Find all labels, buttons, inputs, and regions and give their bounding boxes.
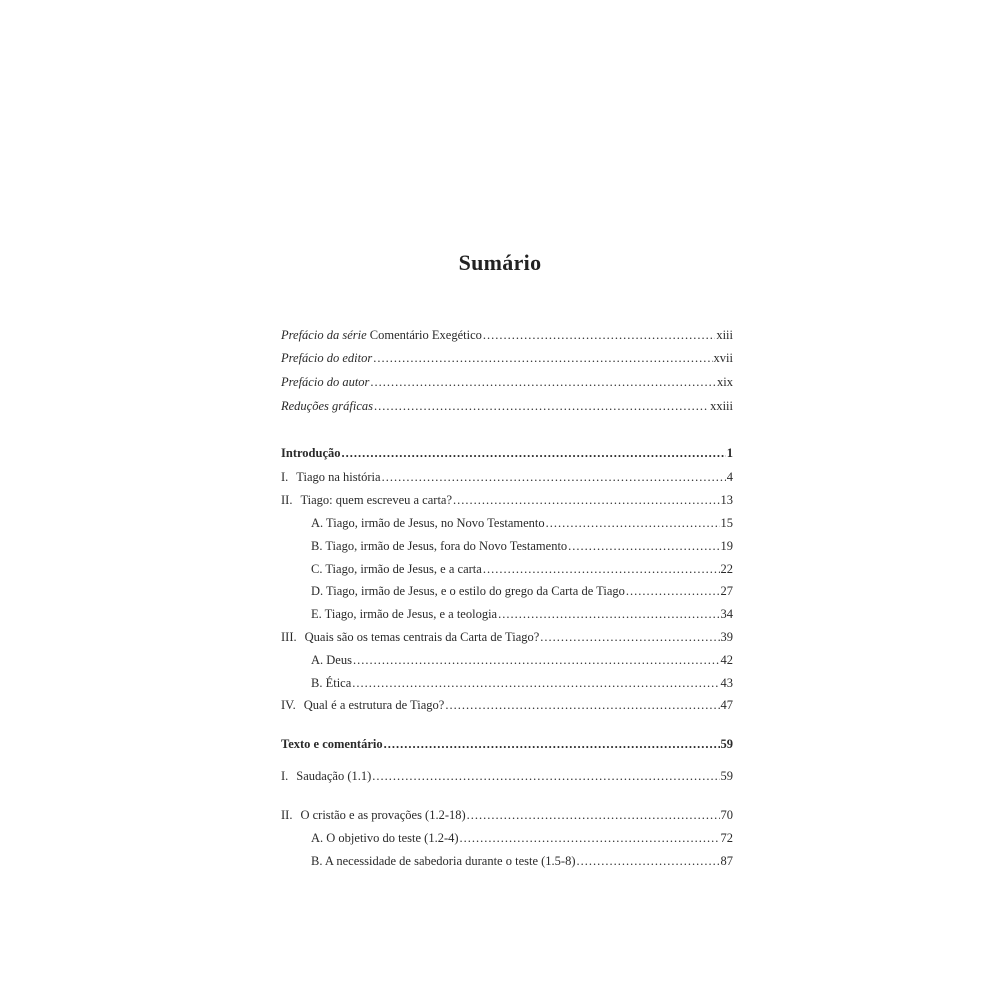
page-number: 15 — [720, 516, 733, 530]
entry-label: O cristão e as provações (1.2-18) — [300, 808, 466, 822]
dot-leader — [540, 629, 719, 645]
dot-leader — [372, 768, 719, 784]
entry-label: B. Ética — [311, 676, 352, 690]
dot-leader — [384, 736, 720, 752]
dot-leader — [546, 515, 720, 531]
toc-subentry[interactable] — [281, 853, 733, 869]
toc-subentry[interactable] — [281, 561, 733, 577]
entry-label: D. Tiago, irmão de Jesus, e o estilo do grego da Carta de Tiago — [311, 584, 625, 598]
toc-entry-series-preface[interactable] — [281, 327, 733, 343]
roman-numeral: I. — [281, 769, 289, 783]
page-number: 59 — [720, 737, 733, 751]
toc-section-text-and-commentary[interactable] — [281, 736, 733, 752]
page-number: xxiii — [710, 399, 733, 413]
dot-leader — [453, 492, 719, 508]
dot-leader — [353, 652, 720, 668]
page-number: 87 — [720, 854, 733, 868]
toc-entry-editor-preface[interactable] — [281, 350, 733, 366]
toc-subentry[interactable] — [281, 652, 733, 668]
entry-italic-label: Prefácio do autor — [281, 375, 370, 389]
dot-leader — [445, 697, 719, 713]
dot-leader — [370, 374, 716, 390]
page-number: 22 — [720, 562, 733, 576]
entry-plain-label: Comentário Exegético — [366, 328, 482, 342]
page-number: 34 — [720, 607, 733, 621]
toc-entry[interactable] — [281, 469, 733, 485]
entry-label: A. Tiago, irmão de Jesus, no Novo Testamento — [311, 516, 545, 530]
page-number: 27 — [720, 584, 733, 598]
entry-label: Tiago: quem escreveu a carta? — [300, 493, 453, 507]
entry-label: Saudação (1.1) — [296, 769, 372, 783]
entry-label: Quais são os temas centrais da Carta de Tiago? — [304, 630, 540, 644]
entry-label: A. O objetivo do teste (1.2-4) — [311, 831, 459, 845]
page-number: 43 — [720, 676, 733, 690]
page-number: 72 — [720, 831, 733, 845]
toc-entry-abbreviations[interactable] — [281, 398, 733, 414]
dot-leader — [483, 561, 720, 577]
toc-subentry[interactable] — [281, 538, 733, 554]
dot-leader — [374, 398, 709, 414]
entry-label: Qual é a estrutura de Tiago? — [303, 698, 445, 712]
toc-subentry[interactable] — [281, 675, 733, 691]
page-number: 47 — [720, 698, 733, 712]
entry-label: Tiago na história — [296, 470, 381, 484]
page-number: 4 — [726, 470, 733, 484]
entry-label: E. Tiago, irmão de Jesus, e a teologia — [311, 607, 498, 621]
entry-label: C. Tiago, irmão de Jesus, e a carta — [311, 562, 482, 576]
page-number: 39 — [720, 630, 733, 644]
entry-label: A. Deus — [311, 653, 352, 667]
toc-entry[interactable] — [281, 768, 733, 784]
section-title: Introdução — [281, 446, 341, 460]
page-number: 19 — [720, 539, 733, 553]
dot-leader — [352, 675, 719, 691]
page-number: 1 — [726, 446, 733, 460]
roman-numeral: I. — [281, 470, 289, 484]
toc-section-introduction[interactable] — [281, 445, 733, 461]
dot-leader — [498, 606, 719, 622]
dot-leader — [342, 445, 726, 461]
dot-leader — [626, 583, 720, 599]
roman-numeral: III. — [281, 630, 297, 644]
toc-subentry[interactable] — [281, 515, 733, 531]
toc-subentry[interactable] — [281, 830, 733, 846]
toc-subentry[interactable] — [281, 583, 733, 599]
entry-italic-label: Prefácio do editor — [281, 351, 373, 365]
entry-label: B. Tiago, irmão de Jesus, fora do Novo Testamento — [311, 539, 568, 553]
toc-subentry[interactable] — [281, 606, 733, 622]
dot-leader — [467, 807, 720, 823]
dot-leader — [577, 853, 720, 869]
dot-leader — [382, 469, 726, 485]
page-number: 70 — [720, 808, 733, 822]
roman-numeral: II. — [281, 808, 293, 822]
toc-entry[interactable] — [281, 492, 733, 508]
dot-leader — [568, 538, 719, 554]
page-number: 42 — [720, 653, 733, 667]
page-number: xiii — [716, 328, 733, 342]
page-title: Sumário — [458, 250, 542, 275]
section-title: Texto e comentário — [281, 737, 383, 751]
page-number: 13 — [720, 493, 733, 507]
entry-label: B. A necessidade de sabedoria durante o teste (1.5-8) — [311, 854, 576, 868]
toc-entry[interactable] — [281, 697, 733, 713]
dot-leader — [460, 830, 720, 846]
dot-leader — [373, 350, 712, 366]
toc-entry[interactable] — [281, 807, 733, 823]
toc-entry[interactable] — [281, 629, 733, 645]
page-number: 59 — [720, 769, 733, 783]
roman-numeral: II. — [281, 493, 293, 507]
dot-leader — [483, 327, 715, 343]
entry-italic-label: Prefácio da série — [281, 328, 367, 342]
entry-italic-label: Reduções gráficas — [281, 399, 373, 413]
toc-entry-author-preface[interactable] — [281, 374, 733, 390]
page-number: xix — [717, 375, 733, 389]
page-number: xvii — [713, 351, 733, 365]
roman-numeral: IV. — [281, 698, 296, 712]
